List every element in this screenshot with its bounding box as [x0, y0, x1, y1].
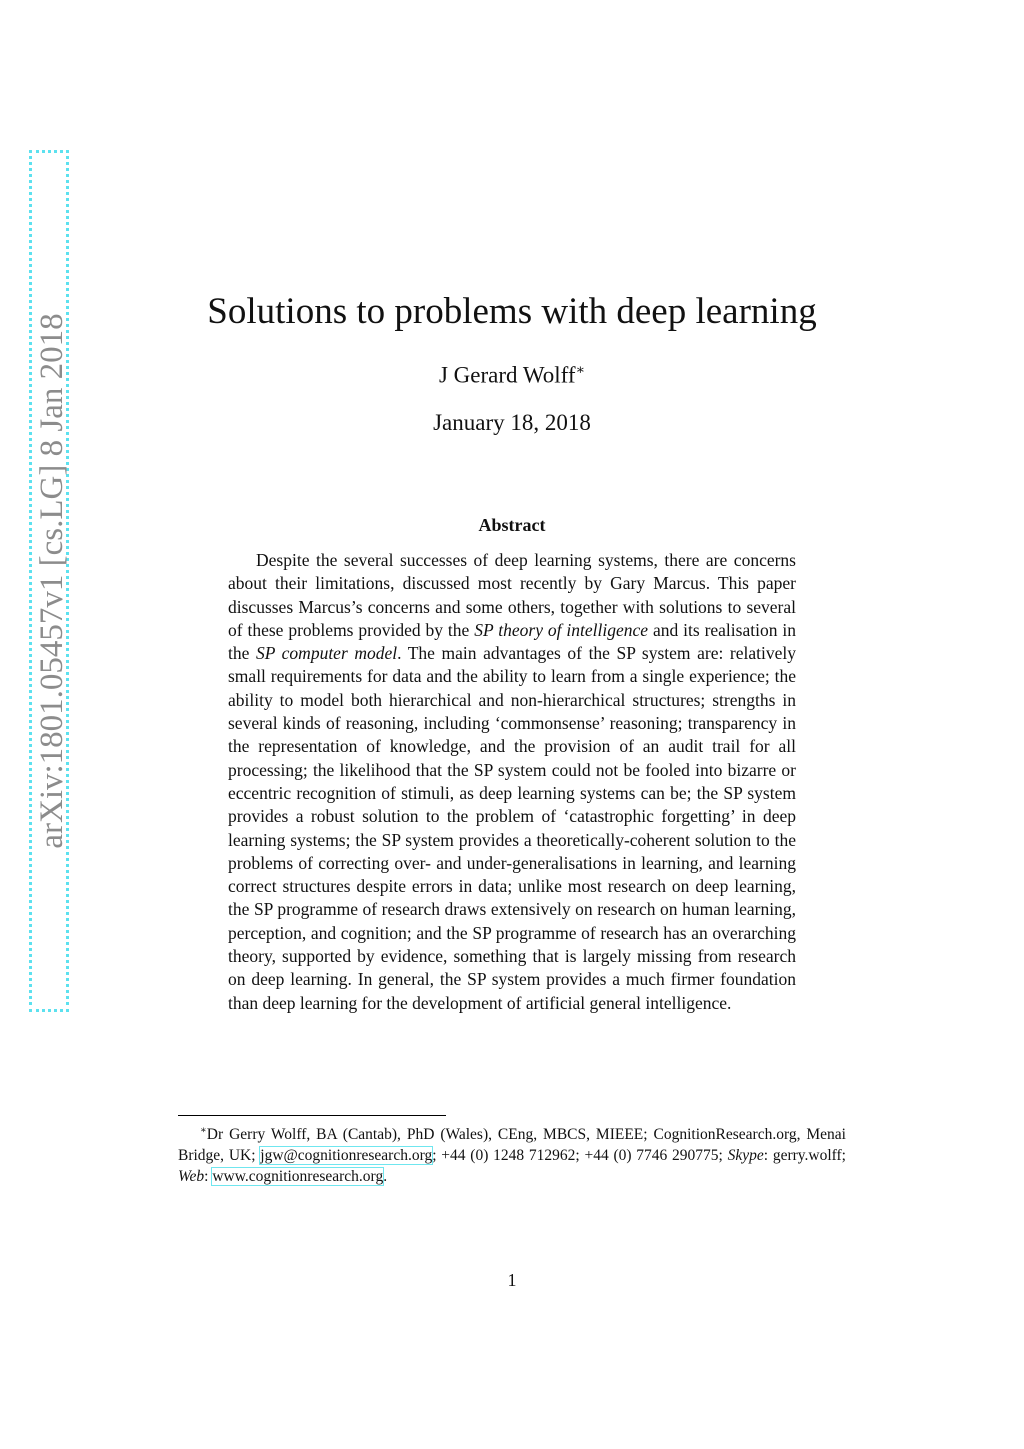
abstract-body [228, 549, 796, 1015]
arxiv-identifier[interactable]: arXiv:1801.05457v1 [cs.LG] 8 Jan 2018 [29, 150, 69, 1012]
footnote-rule [178, 1115, 446, 1116]
footnote-mark: ∗ [200, 1125, 207, 1136]
abstract-text-3: . The main advantages of the SP system are: relatively small requirements for data and the ability to learn from a single experience; the ability to model both hierarchical and non-hierarchical structures; strengths in several kinds of reasoning, including ‘commonsense’ reasoning; transparency in the representation of knowledge, and the provision of an audit trail for all processing; the likelihood that the SP system could not be fooled into bizarre or eccentric recognition of stimuli, as deep learning systems can be; the SP system provides a robust solution to the problem of ‘catastrophic forgetting’ in deep learning systems; the SP system provides a theoretically-coherent solution to the problems of correcting over- and under-generalisations in learning, and learning correct structures despite errors in data; unlike most research on deep learning, the SP programme of research draws extensively on research on human learning, perception, and cognition; and the SP programme of research has an overarching theory, supported by evidence, something that is largely missing from research on deep learning. In general, the SP system provides a much firmer foundation than deep learning for the development of artificial general intelligence. [228, 643, 796, 1013]
abstract-text-2: and its realisation in the [228, 619, 796, 664]
author-line [0, 362, 1024, 389]
abstract-heading: Abstract [478, 515, 546, 535]
paper-date: January 18, 2018 [433, 410, 591, 435]
abstract-italic-sp-model: SP computer model [255, 643, 398, 664]
paper-title: Solutions to problems with deep learning [207, 291, 817, 332]
footnote-text-1: Dr Gerry Wolff, BA (Cantab), PhD (Wales), CEng, MBCS, MIEEE; CognitionResearch.org, Menai Bridge, UK; [178, 1126, 846, 1165]
footnote-text-3: : gerry.wolff; [763, 1147, 846, 1165]
arxiv-sidebar [25, 150, 73, 1012]
footnote-text-4: : [204, 1168, 213, 1186]
abstract-text-1: Despite the several successes of deep learning systems, there are concerns about their limitations, discussed most recently by Gary Marcus. This paper discusses Marcus’s concerns and some others, together with solutions to several of these problems provided by the [228, 550, 796, 640]
abstract-italic-sp-theory: SP theory of intelligence [474, 619, 649, 640]
author-name: J Gerard Wolff [438, 362, 576, 388]
footnote [178, 1120, 846, 1187]
skype-label: Skype [727, 1147, 764, 1165]
page-number: 1 [507, 1270, 517, 1290]
footnote-text-2: ; +44 (0) 1248 712962; +44 (0) 7746 290775; [432, 1147, 728, 1165]
web-link[interactable]: www.cognitionresearch.org [212, 1168, 384, 1186]
web-label: Web [178, 1168, 205, 1186]
footnote-text-5: . [383, 1168, 388, 1186]
email-link[interactable]: jgw@cognitionresearch.org [260, 1147, 433, 1165]
author-footnote-mark[interactable]: ∗ [575, 363, 586, 378]
